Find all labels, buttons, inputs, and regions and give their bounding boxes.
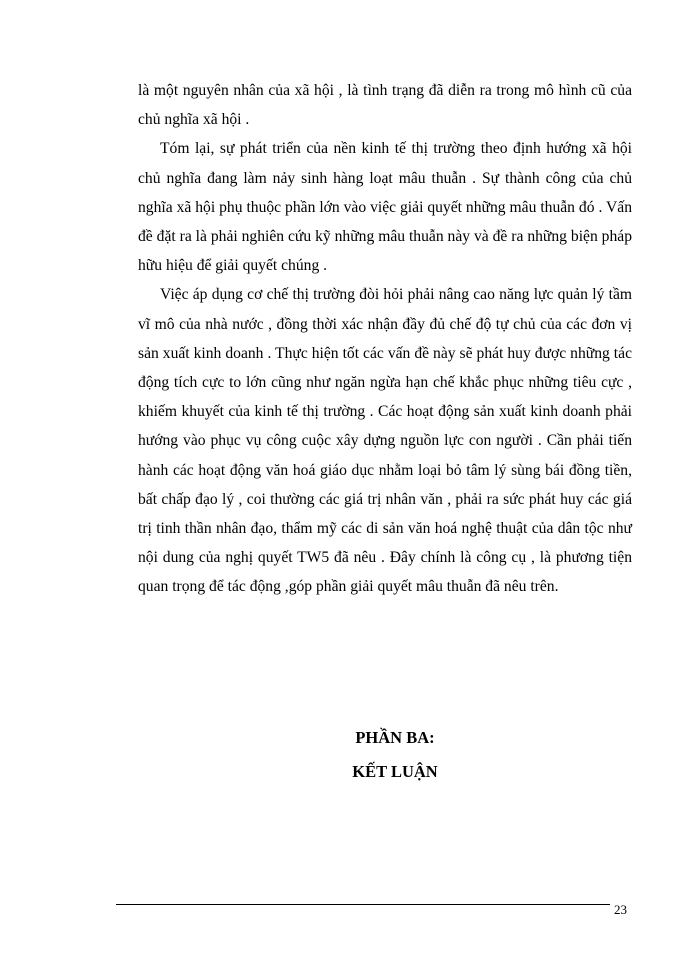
section-title: KẾT LUẬN xyxy=(352,762,438,781)
paragraph-continuation: là một nguyên nhân của xã hội , là tình trạng đã diễn ra trong mô hình cũ của chủ nghĩa xã hội . xyxy=(138,82,632,129)
section-heading: PHẦN BA: xyxy=(355,728,435,747)
paragraph-market-mechanism: Việc áp dụng cơ chế thị trường đòi hỏi phải nâng cao năng lực quản lý tầm vĩ mô của nhà nước , đồng thời xác nhận đầy đủ chế độ tự chủ của các đơn vị sản xuất kinh doanh . Thực hiện tốt các vấn đề này sẽ phát huy được những tác động tích cực to lớn cũng như ngăn ngừa hạn chế khắc phục những tiêu cực , khiếm khuyết của kinh tế thị trường . Các hoạt động sản xuất kinh doanh phải hướng vào phục vụ công cuộc xây dựng nguồn lực con người . Cần phải tiến hành các hoạt động văn hoá giáo dục nhằm loại bỏ tâm lý sùng bái đồng tiền, bất chấp đạo lý , coi thường các giá trị nhân văn , phải ra sức phát huy các giá trị tinh thần nhân đạo, thẩm mỹ các di sản văn hoá nghệ thuật của dân tộc như nội dung của nghị quyết TW5 đã nêu . Đây chính là công cụ , là phương tiện quan trọng để tác động ,góp phần giải quyết mâu thuẫn đã nêu trên. xyxy=(138,286,632,596)
page-number: 23 xyxy=(614,902,627,917)
body-text xyxy=(138,76,632,602)
paragraph-summary: Tóm lại, sự phát triển của nền kinh tế thị trường theo định hướng xã hội chủ nghĩa đang làm nảy sinh hàng loạt mâu thuẫn . Sự thành công của chủ nghĩa xã hội phụ thuộc phần lớn vào việc giải quyết những mâu thuẫn đó . Vấn đề đặt ra là phải nghiên cứu kỹ những mâu thuẫn này và đề ra những biện pháp hữu hiệu để giải quyết chúng . xyxy=(138,140,632,275)
footer-divider xyxy=(116,904,610,905)
